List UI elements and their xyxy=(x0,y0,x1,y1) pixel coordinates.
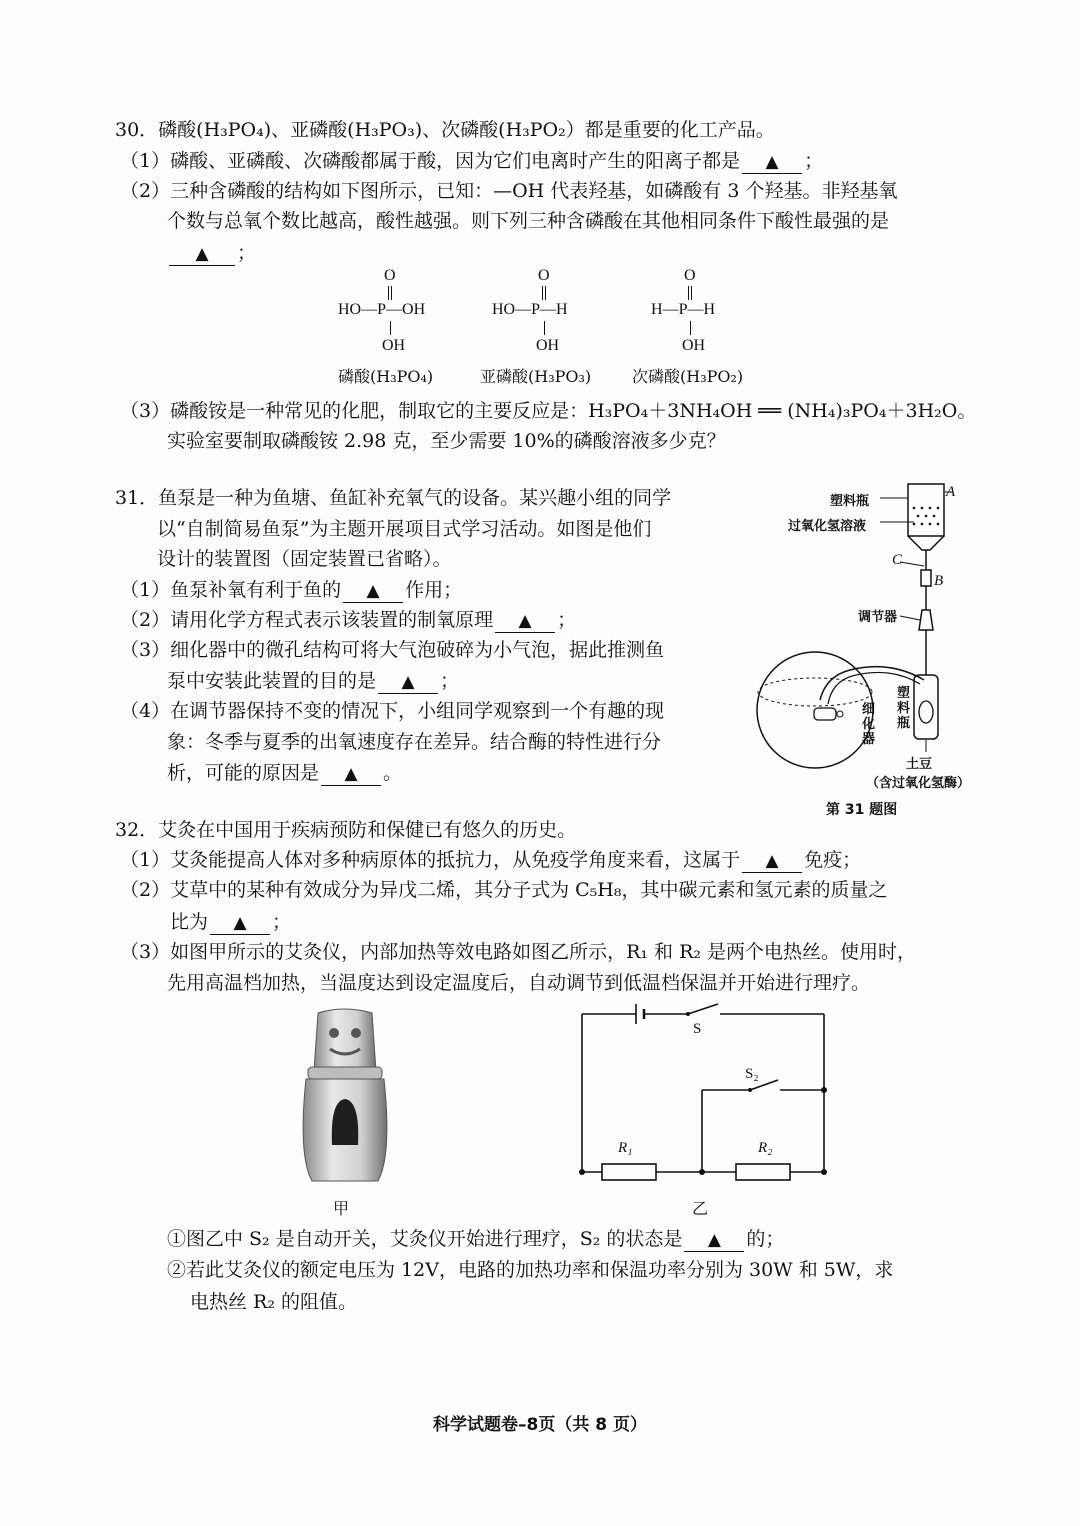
answer-blank[interactable]: ▲ xyxy=(742,849,802,873)
label-switch-s2: S₂ xyxy=(745,1066,759,1082)
q30-part2-line1: （2）三种含磷酸的结构如下图所示，已知：—OH 代表羟基，如磷酸有 3 个羟基。非羟基氧 xyxy=(120,180,898,202)
q31-part2: （2）请用化学方程式表示该装置的制氧原理 ▲ ； xyxy=(120,609,577,631)
fig-a-label: 甲 xyxy=(333,1199,350,1218)
caption-h3po4: 磷酸(H₃PO₄) xyxy=(338,367,434,386)
q32-sub2-line1: ②若此艾灸仪的额定电压为 12V，电路的加热功率和保温功率分别为 30W 和 5W，求 xyxy=(167,1259,894,1281)
q31-part4-line3: 析，可能的原因是 ▲ 。 xyxy=(167,762,403,784)
q30-part2-line2: 个数与总氧个数比越高，酸性越强。则下列三种含磷酸在其他相同条件下酸性最强的是 xyxy=(167,210,890,232)
circuit-diagram xyxy=(570,1000,840,1190)
answer-blank[interactable]: ▲ xyxy=(495,609,555,633)
fig31-caption: 第 31 题图 xyxy=(826,802,898,818)
q30-part2-line3: ▲ ； xyxy=(167,240,256,266)
caption-h3po2: 次磷酸(H₃PO₂) xyxy=(632,367,744,386)
label-regulator: 调节器 xyxy=(858,610,898,625)
q31-stem-line2: 以“自制简易鱼泵”为主题开展项目式学习活动。如图是他们 xyxy=(157,518,652,540)
label-a: A xyxy=(946,484,956,500)
answer-blank[interactable]: ▲ xyxy=(742,150,802,174)
plastic-bottle-lower xyxy=(914,675,938,739)
answer-blank[interactable]: ▲ xyxy=(169,242,235,266)
label-c: C xyxy=(892,552,903,568)
label-b: B xyxy=(934,573,944,589)
answer-blank[interactable]: ▲ xyxy=(210,911,270,935)
switch-s xyxy=(688,1004,718,1014)
q31-part3-line1: （3）细化器中的微孔结构可将大气泡破碎为小气泡，据此推测鱼 xyxy=(120,639,665,661)
plastic-bottle-top xyxy=(908,484,944,536)
q30-part1: （1）磷酸、亚磷酸、次磷酸都属于酸，因为它们电离时产生的阳离子都是 ▲ ； xyxy=(120,150,824,172)
q32-part2-line2: 比为 ▲ ； xyxy=(170,911,292,933)
label-switch-s: S xyxy=(693,1021,702,1037)
label-enzyme: （含过氧化氢酶） xyxy=(866,776,971,791)
answer-blank[interactable]: ▲ xyxy=(321,762,381,786)
resistor-r2 xyxy=(736,1164,790,1180)
q32-part2-line1: （2）艾草中的某种有效成分为异戊二烯，其分子式为 C₅H₈，其中碳元素和氢元素的质量之 xyxy=(120,879,888,901)
label-plastic-bottle: 塑料瓶 xyxy=(830,494,870,509)
fig-b-label: 乙 xyxy=(692,1199,709,1218)
q32-part3-line1: （3）如图甲所示的艾灸仪，内部加热等效电路如图乙所示，R₁ 和 R₂ 是两个电热丝。使用时， xyxy=(120,941,917,963)
resistor-r1 xyxy=(602,1164,656,1180)
q32-part1: （1）艾灸能提高人体对多种病原体的抵抗力，从免疫学角度来看，这属于 ▲ 免疫； xyxy=(120,849,862,871)
label-h2o2-solution: 过氧化氢溶液 xyxy=(788,519,867,534)
q32-stem: 32．艾灸在中国用于疾病预防和保健已有悠久的历史。 xyxy=(115,819,577,841)
q31-stem-line1: 31．鱼泵是一种为鱼塘、鱼缸补充氧气的设备。某兴趣小组的同学 xyxy=(115,487,672,509)
answer-blank[interactable]: ▲ xyxy=(378,670,438,694)
q30-part3-line1: （3）磷酸铵是一种常见的化肥，制取它的主要反应是：H₃PO₄＋3NH₄OH ══ (NH₄)₃PO₄＋3H₂O。 xyxy=(120,400,977,422)
label-r1: R₁ xyxy=(618,1140,633,1156)
page-footer: 科学试题卷–8页（共 8 页） xyxy=(433,1415,647,1435)
q31-part3-line2: 泵中安装此装置的目的是 ▲ ； xyxy=(167,670,460,692)
q30-part3-line2: 实验室要制取磷酸铵 2.98 克，至少需要 10%的磷酸溶液多少克？ xyxy=(167,430,726,452)
q32-part3-line2: 先用高温档加热，当温度达到设定温度后，自动调节到低温档保温并开始进行理疗。 xyxy=(167,972,871,994)
label-refiner: 细 化 器 xyxy=(862,702,876,747)
answer-blank[interactable]: ▲ xyxy=(343,579,403,603)
answer-blank[interactable]: ▲ xyxy=(684,1228,744,1252)
q32-sub2-line2: 电热丝 R₂ 的阻值。 xyxy=(190,1291,358,1313)
label-potato: 土豆 xyxy=(906,757,933,772)
q31-part1: （1）鱼泵补氧有利于鱼的 ▲ 作用； xyxy=(120,579,463,601)
caption-h3po3: 亚磷酸(H₃PO₃) xyxy=(480,367,592,386)
q31-part4-line2: 象：冬季与夏季的出氧速度存在差异。结合酶的特性进行分 xyxy=(167,731,662,753)
label-plastic-bottle-2: 塑 料 瓶 xyxy=(897,686,911,731)
q32-sub1: ①图乙中 S₂ 是自动开关，艾灸仪开始进行理疗，S₂ 的状态是 ▲ 的； xyxy=(167,1228,785,1250)
label-r2: R₂ xyxy=(758,1140,773,1156)
q31-stem-line3: 设计的装置图（固定装置已省略）。 xyxy=(157,548,452,570)
q31-part4-line1: （4）在调节器保持不变的情况下，小组同学观察到一个有趣的现 xyxy=(120,700,665,722)
moxibustion-device-image xyxy=(290,1005,400,1195)
q30-stem: 30．磷酸(H₃PO₄)、亚磷酸(H₃PO₃)、次磷酸(H₃PO₂）都是重要的化工产品。 xyxy=(115,119,775,141)
